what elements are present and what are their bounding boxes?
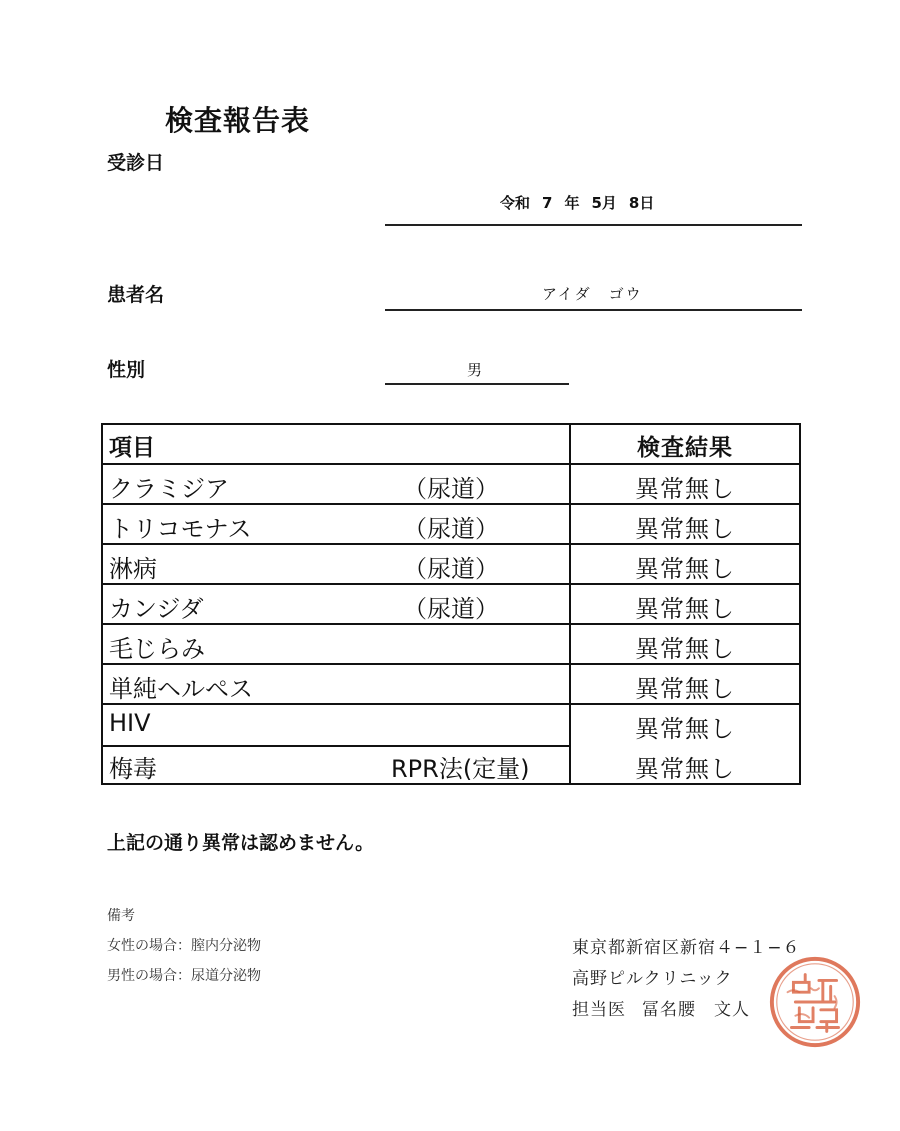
clinic-address: 東京都新宿区新宿４−１−６: [572, 938, 801, 958]
table-row: [103, 625, 799, 665]
conclusion-text: 上記の通り異常は認めません。: [107, 832, 375, 854]
table-row: [103, 665, 799, 705]
row-method: RPR法(定量): [391, 755, 530, 783]
patient-name-underline: [385, 309, 802, 311]
table-header-row: [103, 425, 799, 465]
row-item: 単純ヘルペス: [109, 675, 253, 703]
header-result: 検査結果: [637, 435, 733, 461]
results-table: [101, 423, 801, 785]
table-row: [103, 505, 799, 545]
date-day: 8日: [628, 194, 655, 212]
row-item: クラミジア: [109, 475, 229, 503]
row-item: 梅毒: [109, 755, 157, 783]
row-item: カンジダ: [109, 595, 204, 623]
row-item: HIV: [109, 709, 151, 737]
patient-name-value: アイダ ゴウ: [542, 285, 643, 303]
table-row: [103, 705, 799, 745]
row-result: 異常無し: [635, 475, 735, 503]
row-item: トリコモナス: [109, 515, 252, 543]
visit-date-underline: [385, 224, 802, 226]
visit-date-value: [500, 192, 666, 213]
sex-underline: [385, 383, 569, 385]
seal-stamp-icon: [766, 953, 864, 1051]
row-item: 毛じらみ: [109, 635, 205, 663]
row-result: 異常無し: [635, 675, 735, 703]
header-item: 項目: [109, 435, 155, 461]
row-result: 異常無し: [635, 715, 735, 743]
row-method: （尿道）: [403, 555, 499, 583]
date-month: 5月: [591, 194, 617, 212]
table-row: [103, 745, 799, 785]
row-result: 異常無し: [635, 635, 735, 663]
remarks-title: 備考: [107, 908, 135, 924]
date-year: 7: [542, 194, 553, 212]
page-title: 検査報告表: [165, 104, 311, 137]
table-row: [103, 585, 799, 625]
row-result: 異常無し: [635, 555, 735, 583]
table-row: [103, 465, 799, 505]
row-method: （尿道）: [403, 595, 499, 623]
row-method: （尿道）: [403, 475, 499, 503]
row-result: 異常無し: [635, 595, 735, 623]
table-row: [103, 545, 799, 585]
doctor-name: 冨名腰 文人: [642, 1000, 750, 1020]
row-method: （尿道）: [403, 515, 499, 543]
clinic-name: 高野ピルクリニック: [572, 969, 733, 989]
clinic-doctor: [572, 995, 750, 1020]
date-era: 令和: [500, 194, 531, 212]
row-result: 異常無し: [635, 755, 735, 783]
visit-date-label: 受診日: [107, 152, 165, 174]
remarks-female: 女性の場合：膣内分泌物: [107, 938, 261, 954]
row-item: 淋病: [109, 555, 157, 583]
sex-label: 性別: [107, 359, 146, 381]
row-result: 異常無し: [635, 515, 735, 543]
sex-value: 男: [467, 361, 483, 379]
patient-name-label: 患者名: [107, 284, 165, 306]
remarks-male: 男性の場合：尿道分泌物: [107, 968, 261, 984]
doctor-label: 担当医: [572, 1000, 626, 1020]
date-year-unit: 年: [564, 194, 580, 212]
